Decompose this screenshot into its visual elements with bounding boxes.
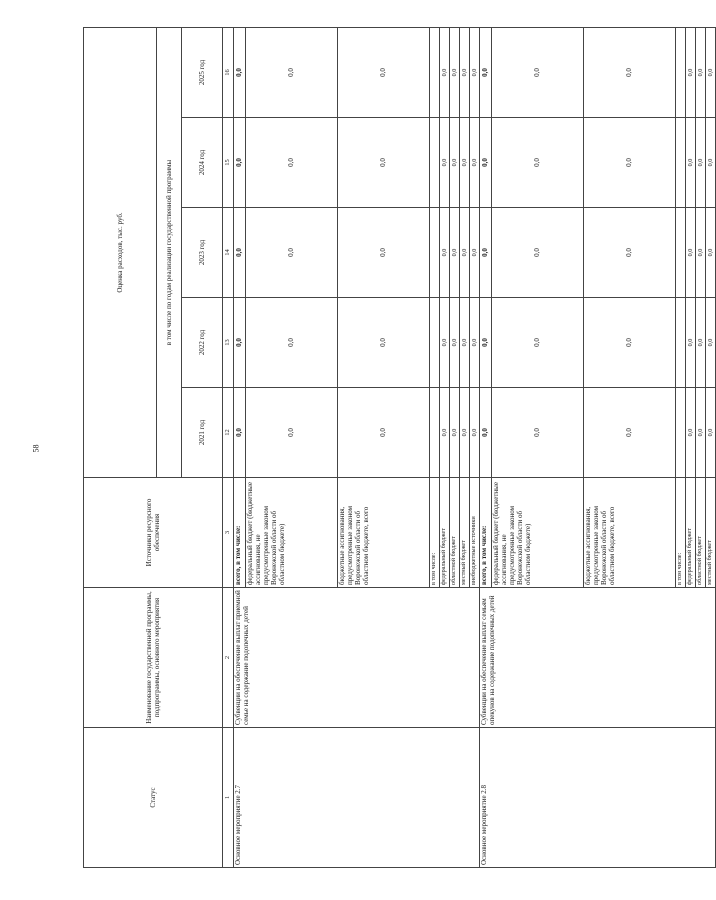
empty-cell (676, 27, 686, 117)
sub-value: 0,0 (706, 298, 716, 388)
sub-value: 0,0 (696, 27, 706, 117)
year-header: 2022 год (182, 298, 223, 388)
sub-value: 0,0 (696, 388, 706, 478)
law-value: 0,0 (338, 118, 430, 208)
sub-value: 0,0 (450, 208, 460, 298)
sub-label: местный бюджет (460, 478, 470, 588)
sub-value: 0,0 (460, 388, 470, 478)
empty-cell (676, 388, 686, 478)
federal-value: 0,0 (246, 27, 338, 117)
sub-value: 0,0 (460, 208, 470, 298)
total-value: 0,0 (234, 27, 246, 117)
federal-label: федеральный бюджет (бюджетные ассигнования, не предусмотренные законом Воронежской области об областном бюджете) (246, 478, 338, 588)
rotated-table-container (83, 28, 714, 868)
including-label: в том числе: (676, 478, 686, 588)
column-number: 14 (223, 208, 234, 298)
sub-value: 0,0 (470, 27, 480, 117)
law-value: 0,0 (338, 388, 430, 478)
sub-value: 0,0 (450, 27, 460, 117)
federal-value: 0,0 (492, 118, 584, 208)
federal-value: 0,0 (492, 208, 584, 298)
budget-table (83, 27, 716, 868)
federal-value: 0,0 (492, 298, 584, 388)
column-number: 16 (223, 27, 234, 117)
including-label: в том числе: (430, 478, 440, 588)
year-header: 2021 год (182, 388, 223, 478)
sub-label: внебюджетные источники (470, 478, 480, 588)
column-number: 3 (223, 478, 234, 588)
name-header: Наименование государственной программы, подпрограммы, основного мероприятия (84, 588, 223, 728)
year-header: 2025 год (182, 27, 223, 117)
sub-value: 0,0 (440, 388, 450, 478)
empty-cell (430, 298, 440, 388)
federal-value: 0,0 (246, 118, 338, 208)
sub-label: местный бюджет (706, 478, 716, 588)
sub-value: 0,0 (686, 298, 696, 388)
law-value: 0,0 (584, 27, 676, 117)
estimate-header: Оценка расходов, тыс. руб. (84, 27, 157, 477)
total-value: 0,0 (234, 298, 246, 388)
sub-label: федеральный бюджет (686, 478, 696, 588)
table-row (480, 27, 492, 867)
sub-label: федеральный бюджет (440, 478, 450, 588)
empty-cell (676, 208, 686, 298)
status-header: Статус (84, 728, 223, 868)
empty-cell (430, 388, 440, 478)
law-label: бюджетные ассигнования, предусмотренные законом Воронежской области об областном бюджете, всего (584, 478, 676, 588)
law-value: 0,0 (338, 208, 430, 298)
sub-value: 0,0 (696, 298, 706, 388)
sub-value: 0,0 (450, 298, 460, 388)
status-cell: Основное мероприятие 2.7 (234, 728, 480, 868)
law-value: 0,0 (338, 27, 430, 117)
total-value: 0,0 (480, 118, 492, 208)
status-cell: Основное мероприятие 2.8 (480, 728, 716, 868)
column-number: 15 (223, 118, 234, 208)
sub-value: 0,0 (686, 118, 696, 208)
sub-value: 0,0 (450, 388, 460, 478)
sub-value: 0,0 (686, 27, 696, 117)
sub-label: областной бюджет (450, 478, 460, 588)
federal-value: 0,0 (246, 298, 338, 388)
name-cell: Субвенции на обеспечение выплат семьям опекунов на содержание подопечных детей (480, 588, 716, 728)
sub-value: 0,0 (686, 208, 696, 298)
sub-label: областной бюджет (696, 478, 706, 588)
sub-value: 0,0 (470, 208, 480, 298)
federal-value: 0,0 (492, 388, 584, 478)
empty-cell (430, 208, 440, 298)
page-number: 58 (31, 444, 41, 453)
total-value: 0,0 (480, 298, 492, 388)
empty-cell (676, 298, 686, 388)
sub-value: 0,0 (696, 118, 706, 208)
sub-value: 0,0 (706, 118, 716, 208)
total-value: 0,0 (480, 208, 492, 298)
total-label: всего, в том числе: (234, 478, 246, 588)
empty-cell (430, 118, 440, 208)
sub-value: 0,0 (470, 298, 480, 388)
total-value: 0,0 (234, 208, 246, 298)
law-value: 0,0 (584, 388, 676, 478)
federal-value: 0,0 (246, 388, 338, 478)
total-value: 0,0 (480, 27, 492, 117)
empty-cell (676, 118, 686, 208)
year-header: 2024 год (182, 118, 223, 208)
sub-value: 0,0 (696, 208, 706, 298)
name-cell: Субвенции на обеспечение выплат приемной семье на содержание подопечных детей (234, 588, 480, 728)
sub-value: 0,0 (470, 118, 480, 208)
federal-value: 0,0 (492, 27, 584, 117)
column-number: 12 (223, 388, 234, 478)
sub-value: 0,0 (450, 118, 460, 208)
law-value: 0,0 (584, 208, 676, 298)
federal-label: федеральный бюджет (бюджетные ассигнования, не предусмотренные законом Воронежской области об областном бюджете) (492, 478, 584, 588)
law-value: 0,0 (584, 298, 676, 388)
sub-value: 0,0 (706, 208, 716, 298)
sub-value: 0,0 (460, 118, 470, 208)
by-years-header: в том числе по годам реализации государственной программы (157, 27, 182, 477)
column-number: 13 (223, 298, 234, 388)
source-header: Источники ресурсного обеспечения (84, 478, 223, 588)
sub-value: 0,0 (686, 388, 696, 478)
sub-value: 0,0 (440, 208, 450, 298)
table-row (234, 27, 246, 867)
total-value: 0,0 (234, 118, 246, 208)
sub-value: 0,0 (440, 27, 450, 117)
federal-value: 0,0 (246, 208, 338, 298)
empty-cell (430, 27, 440, 117)
law-label: бюджетные ассигнования, предусмотренные законом Воронежской области об областном бюджете, всего (338, 478, 430, 588)
sub-value: 0,0 (460, 27, 470, 117)
sub-value: 0,0 (706, 27, 716, 117)
total-value: 0,0 (234, 388, 246, 478)
sub-value: 0,0 (460, 298, 470, 388)
total-label: всего, в том числе: (480, 478, 492, 588)
sub-value: 0,0 (440, 118, 450, 208)
column-number: 2 (223, 588, 234, 728)
sub-value: 0,0 (440, 298, 450, 388)
sub-value: 0,0 (470, 388, 480, 478)
year-header: 2023 год (182, 208, 223, 298)
total-value: 0,0 (480, 388, 492, 478)
law-value: 0,0 (584, 118, 676, 208)
sub-value: 0,0 (706, 388, 716, 478)
column-number: 1 (223, 728, 234, 868)
law-value: 0,0 (338, 298, 430, 388)
